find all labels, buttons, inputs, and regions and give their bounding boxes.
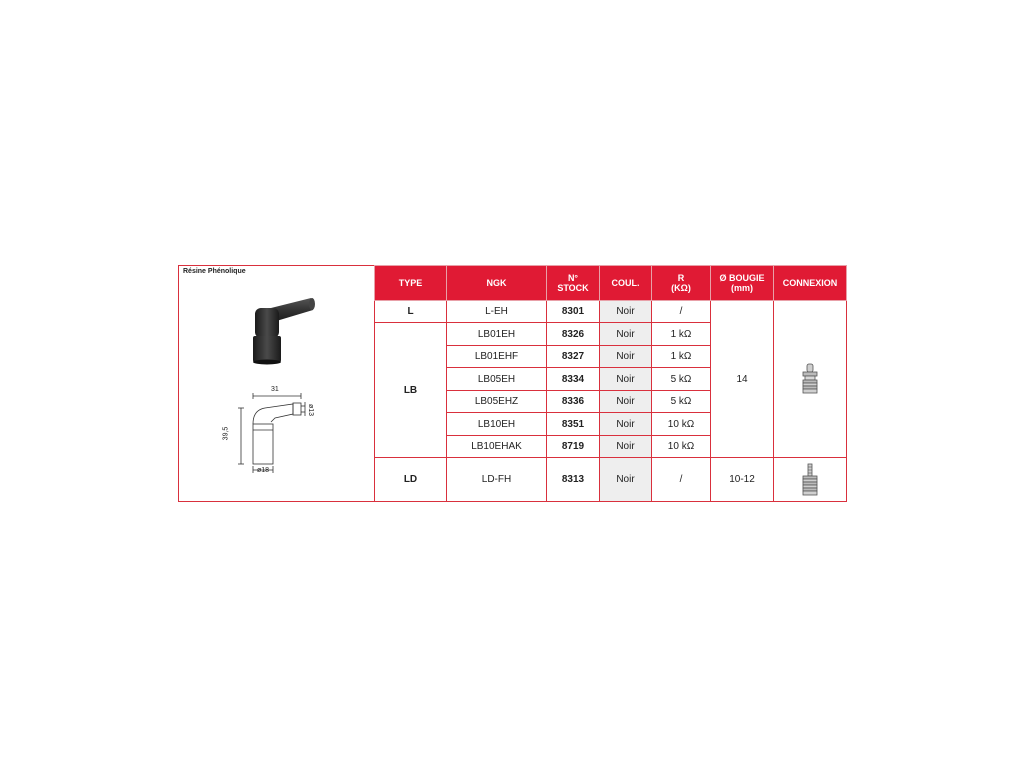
coul-cell: Noir xyxy=(600,458,652,502)
ngk-cell: LB05EHZ xyxy=(447,390,547,412)
connexion-cell-snap xyxy=(774,301,847,458)
type-cell-l: L xyxy=(375,301,447,323)
type-cell-ld: LD xyxy=(375,458,447,502)
ngk-cell: LB10EH xyxy=(447,413,547,435)
product-panel xyxy=(178,265,375,502)
bottom-diameter-dimension: ø18 xyxy=(257,467,270,474)
stock-cell: 8719 xyxy=(547,435,600,457)
coul-cell: Noir xyxy=(600,413,652,435)
header-bougie-line2: (mm) xyxy=(731,283,753,293)
r-cell: / xyxy=(652,458,711,502)
header-stock-line1: N° xyxy=(567,273,579,283)
r-cell: / xyxy=(652,301,711,323)
ngk-cell: LB05EH xyxy=(447,368,547,390)
stock-cell: 8326 xyxy=(547,323,600,345)
coul-cell: Noir xyxy=(600,301,652,323)
r-cell: 10 kΩ xyxy=(652,413,711,435)
stock-cell: 8334 xyxy=(547,368,600,390)
ngk-cell: LB01EHF xyxy=(447,345,547,367)
r-cell: 5 kΩ xyxy=(652,368,711,390)
header-bougie xyxy=(711,266,774,301)
header-connexion: CONNEXION xyxy=(774,266,847,301)
dimension-drawing xyxy=(213,384,333,476)
table-row xyxy=(375,458,847,502)
coul-cell: Noir xyxy=(600,390,652,412)
coul-cell: Noir xyxy=(600,323,652,345)
ngk-cell: LD-FH xyxy=(447,458,547,502)
stock-cell: 8301 xyxy=(547,301,600,323)
r-cell: 10 kΩ xyxy=(652,435,711,457)
header-row xyxy=(375,266,847,301)
type-cell-lb: LB xyxy=(375,323,447,458)
stock-cell: 8336 xyxy=(547,390,600,412)
height-dimension: 39,5 xyxy=(222,426,230,441)
coul-cell: Noir xyxy=(600,435,652,457)
bougie-cell-10-12: 10-12 xyxy=(711,458,774,502)
ngk-cell: LB10EHAK xyxy=(447,435,547,457)
stock-cell: 8327 xyxy=(547,345,600,367)
header-ngk: NGK xyxy=(447,266,547,301)
header-stock xyxy=(547,266,600,301)
header-r xyxy=(652,266,711,301)
header-type: TYPE xyxy=(375,266,447,301)
r-cell: 1 kΩ xyxy=(652,345,711,367)
header-r-line1: R xyxy=(677,273,685,283)
bougie-cell-14: 14 xyxy=(711,301,774,458)
screw-connector-icon xyxy=(800,463,820,497)
stock-cell: 8313 xyxy=(547,458,600,502)
material-title: Résine Phénolique xyxy=(183,268,246,275)
header-r-line2: (KΩ) xyxy=(671,283,691,293)
ngk-cell: LB01EH xyxy=(447,323,547,345)
spec-table xyxy=(374,265,847,502)
r-cell: 1 kΩ xyxy=(652,323,711,345)
top-diameter-dimension: ø13 xyxy=(307,404,314,417)
width-dimension: 31 xyxy=(271,386,279,393)
r-cell: 5 kΩ xyxy=(652,390,711,412)
snap-connector-icon xyxy=(800,362,820,396)
spark-plug-cap-photo xyxy=(241,296,321,366)
ngk-cell: L-EH xyxy=(447,301,547,323)
spec-sheet xyxy=(178,265,846,502)
table-row xyxy=(375,301,847,323)
connexion-cell-screw xyxy=(774,458,847,502)
stock-cell: 8351 xyxy=(547,413,600,435)
header-coul: COUL. xyxy=(600,266,652,301)
cap-outline-diagram xyxy=(213,384,333,476)
coul-cell: Noir xyxy=(600,368,652,390)
header-stock-line2: STOCK xyxy=(557,283,589,293)
header-bougie-line1: Ø BOUGIE xyxy=(719,273,765,283)
coul-cell: Noir xyxy=(600,345,652,367)
